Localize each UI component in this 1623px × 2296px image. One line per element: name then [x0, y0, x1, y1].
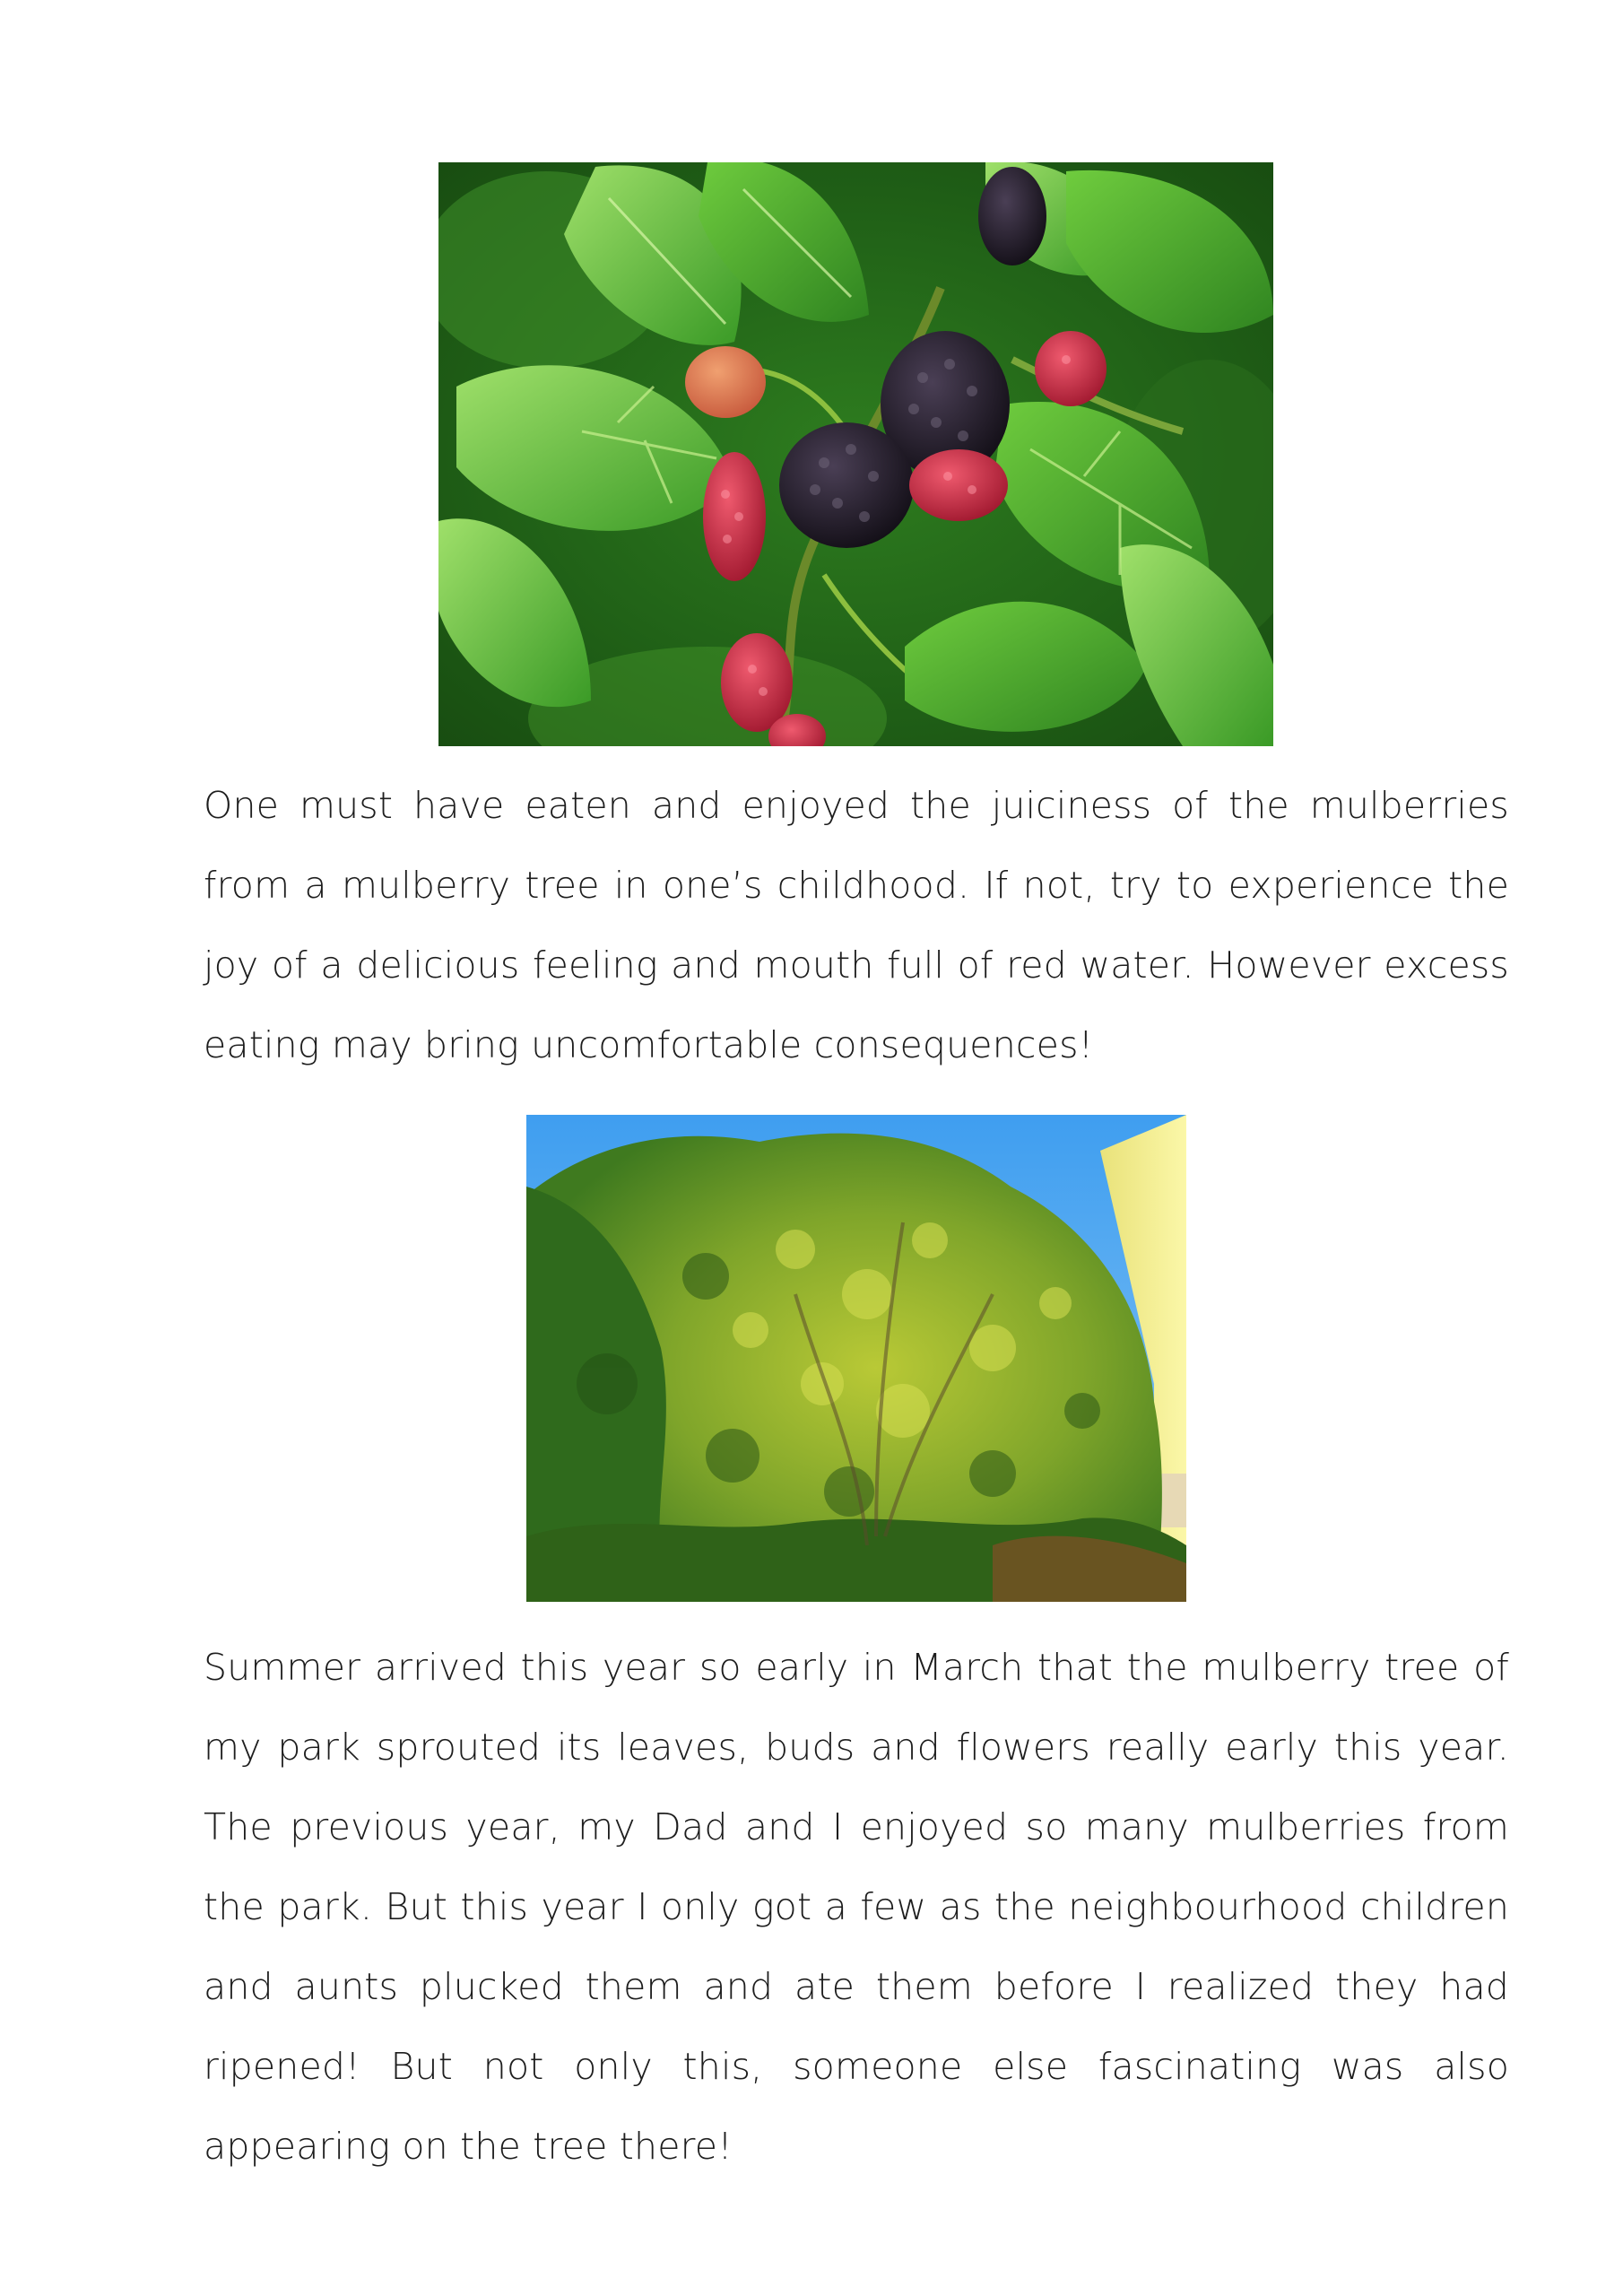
- mulberry-tree-photo: [526, 1115, 1186, 1602]
- paragraph-early-summer: Summer arrived this year so early in March that the mulberry tree of my park sprouted its leaves, buds and flowers really early this year. The previous year, my Dad and I enjoyed so many mulberries from the park. But this year I only got a few as the neighbourhood children and aunts plucked them and ate them before I realized they had ripened! But not only this, someone else fascinating was also appearing on the tree there!: [204, 1646, 1509, 2168]
- paragraph-childhood-mulberries: One must have eaten and enjoyed the juiciness of the mulberries from a mulberry tree in one’s childhood. If not, try to experience the joy of a delicious feeling and mouth full of red water. However excess eating may bring uncomfortable consequences!: [204, 784, 1509, 1066]
- mulberry-branch-photo: [438, 162, 1273, 746]
- mulberry-branch-illustration: [438, 162, 1273, 746]
- mulberry-tree-illustration: [526, 1115, 1186, 1602]
